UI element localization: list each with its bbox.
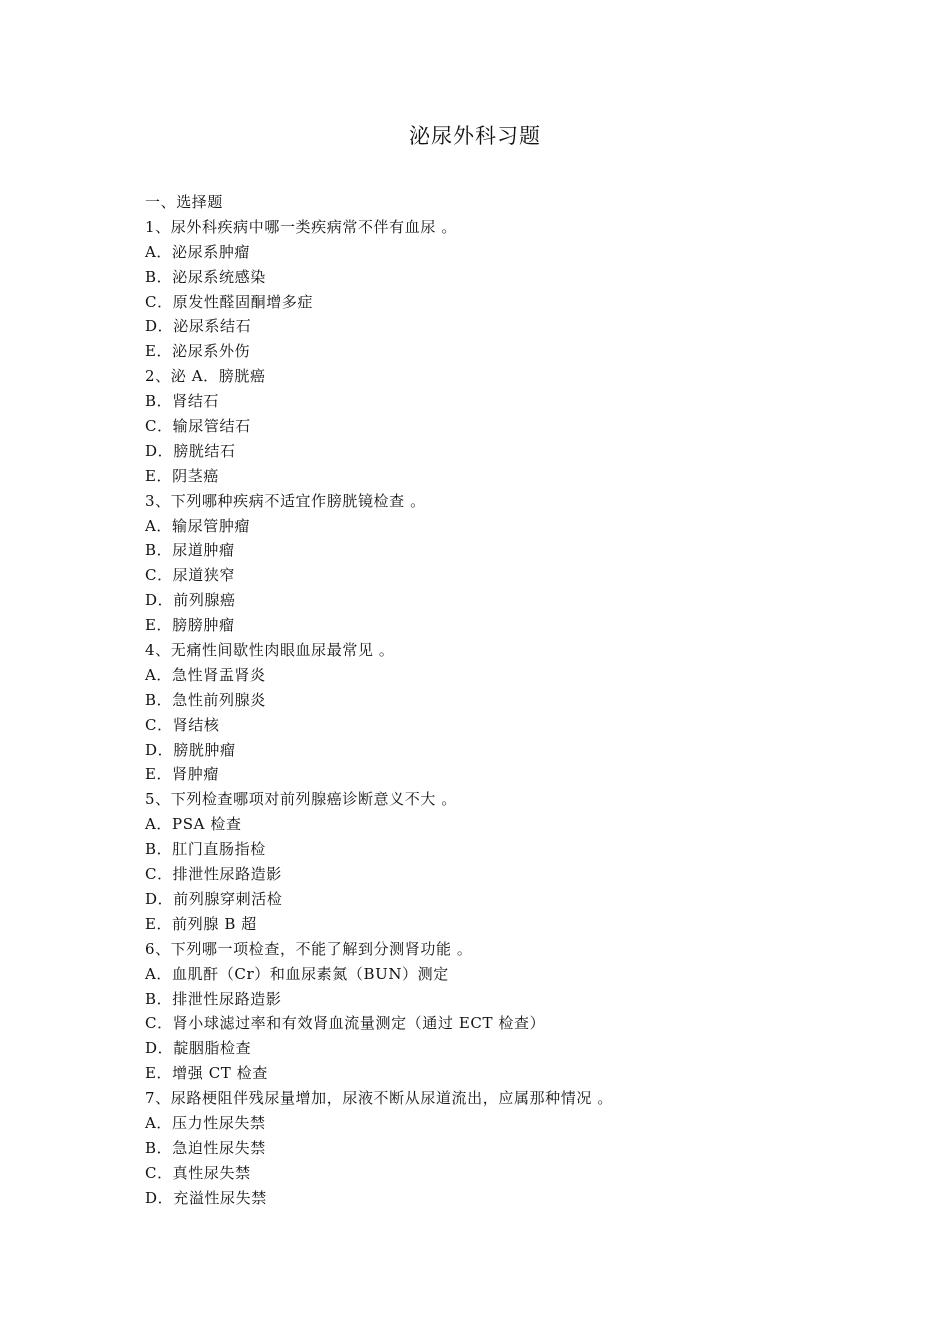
option-line: B．急迫性尿失禁	[145, 1138, 266, 1157]
option-line: A．急性肾盂肾炎	[145, 665, 266, 684]
option-line: B．急性前列腺炎	[145, 690, 266, 709]
option-line: B．肛门直肠指检	[145, 840, 266, 859]
option-line: D．泌尿系结石	[145, 317, 252, 336]
question-line: 5、下列检查哪项对前列腺癌诊断意义不大 。	[145, 790, 457, 809]
option-line: D．膀胱结石	[145, 441, 236, 460]
option-line: E．肾肿瘤	[145, 765, 219, 784]
option-line: C．肾结核	[145, 715, 220, 734]
option-line: D．前列腺穿刺活检	[145, 889, 283, 908]
option-line: A．输尿管肿瘤	[145, 516, 251, 535]
option-line: A．泌尿系肿瘤	[145, 242, 251, 261]
option-line: E．阴茎癌	[145, 466, 219, 485]
option-line: D．膀胱肿瘤	[145, 740, 236, 759]
question-line: 6、下列哪一项检查，不能了解到分测肾功能 。	[145, 939, 473, 958]
option-line: A．压力性尿失禁	[145, 1113, 266, 1132]
option-line: B．肾结石	[145, 392, 220, 411]
option-line: E．膀膀肿瘤	[145, 616, 235, 635]
section-heading: 一、选择题	[145, 193, 224, 211]
option-line: A．PSA 检查	[145, 815, 242, 834]
question-line: 2、泌 A．膀胱癌	[145, 367, 266, 386]
option-line: A．血肌酐（Cr）和血尿素氮（BUN）测定	[145, 964, 449, 983]
option-line: C．肾小球滤过率和有效肾血流量测定（通过 ECT 检查）	[145, 1014, 546, 1033]
question-line: 4、无痛性间歇性肉眼血尿最常见 。	[145, 641, 395, 660]
option-line: E．前列腺 B 超	[145, 914, 257, 933]
document-title: 泌尿外科习题	[409, 124, 541, 148]
option-line: D．靛胭脂检查	[145, 1039, 252, 1058]
question-list	[145, 190, 865, 1211]
option-line: C．排泄性尿路造影	[145, 865, 282, 884]
option-line: D．前列腺癌	[145, 591, 236, 610]
option-line: B．排泄性尿路造影	[145, 989, 282, 1008]
question-line: 1、尿外科疾病中哪一类疾病常不伴有血尿 。	[145, 217, 457, 236]
option-line: E．增强 CT 检查	[145, 1064, 268, 1083]
option-line: D．充溢性尿失禁	[145, 1188, 267, 1207]
question-line: 3、下列哪种疾病不适宜作膀胱镜检查 。	[145, 491, 426, 510]
option-line: C．原发性醛固酮增多症	[145, 292, 314, 311]
option-line: C．尿道狭窄	[145, 566, 236, 585]
option-line: B．尿道肿瘤	[145, 541, 235, 560]
option-line: C．输尿管结石	[145, 417, 251, 436]
question-line: 7、尿路梗阻伴残尿量增加，尿液不断从尿道流出，应属那种情况 。	[145, 1089, 613, 1108]
option-line: C．真性尿失禁	[145, 1163, 251, 1182]
option-line: E．泌尿系外伤	[145, 342, 251, 361]
option-line: B．泌尿系统感染	[145, 267, 266, 286]
